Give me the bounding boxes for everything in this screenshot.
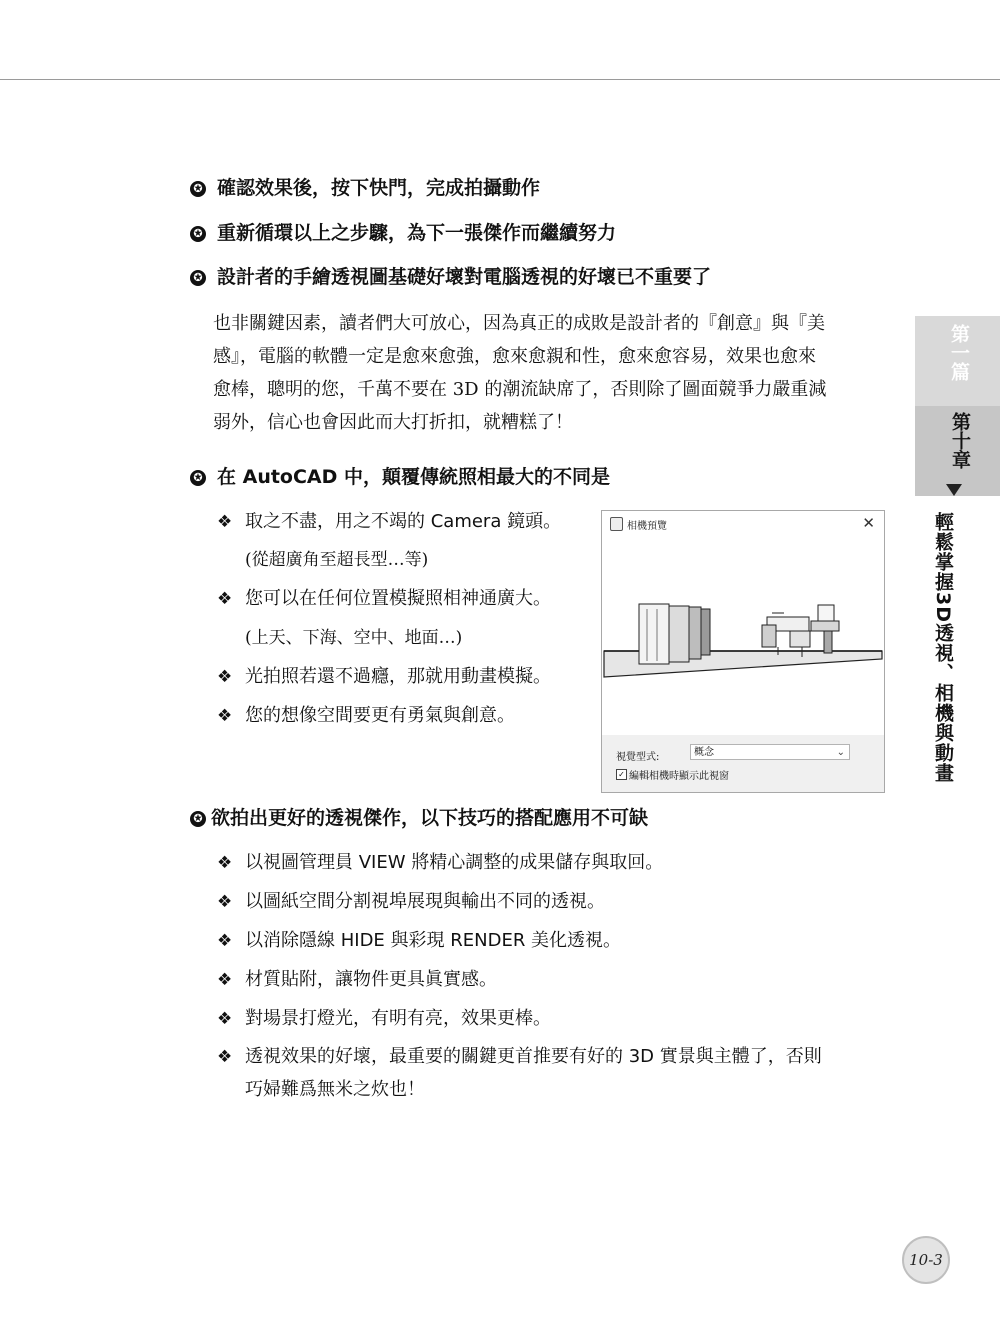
camera-preview-dialog: [601, 510, 885, 793]
diamond-bullet-icon: ❖: [217, 853, 233, 873]
dialog-options: [602, 735, 884, 792]
diamond-bullet-icon: ❖: [217, 667, 233, 687]
body-paragraph: 也非關鍵因素，讀者們大可放心，因為真正的成敗是設計者的『創意』與『美 感』，電腦的軟體一定是愈來愈強，愈來愈親和性，愈來愈容易，效果也愈來 愈棒，聰明的您，千萬不要在 3D 的潮流缺席了，否則除了圖面競爭力嚴重減 弱外，信心也會因此而大打折扣，就糟糕了！: [213, 313, 827, 433]
camera-app-icon: [610, 517, 623, 531]
heading-4: ✪ 在 AutoCAD 中，顛覆傳統照相最大的不同是: [190, 465, 610, 489]
visual-style-select[interactable]: 概念 ⌄: [690, 744, 850, 760]
page-number: 10-3: [902, 1236, 950, 1284]
star-circle-icon: ✪: [190, 181, 206, 197]
diamond-bullet-icon: ❖: [217, 1047, 233, 1067]
camera-viewport: [602, 539, 884, 735]
star-circle-icon: ✪: [190, 470, 206, 486]
scene-preview: [602, 539, 884, 735]
list-item-note: (從超廣角至超長型…等): [245, 550, 429, 570]
diamond-bullet-icon: ❖: [217, 706, 233, 726]
dialog-titlebar[interactable]: [602, 511, 884, 537]
visual-style-label: 視覺型式:: [616, 752, 660, 763]
triangle-down-icon: [946, 484, 962, 496]
diamond-bullet-icon: ❖: [217, 1009, 233, 1029]
heading-3: ✪ 設計者的手繪透視圖基礎好壞對電腦透視的好壞已不重要了: [190, 265, 711, 289]
diamond-bullet-icon: ❖: [217, 512, 233, 532]
diamond-bullet-icon: ❖: [217, 970, 233, 990]
header-rule: [0, 79, 1000, 80]
dialog-title: 相機預覽: [627, 521, 667, 532]
list-item: ❖ 取之不盡，用之不竭的 Camera 鏡頭。: [217, 511, 562, 532]
star-circle-icon: ✪: [190, 226, 206, 242]
list-item-note: (上天、下海、空中、地面…): [245, 628, 463, 648]
chapter-title: 輕鬆掌握3D透視、相機與動畫: [932, 512, 954, 783]
part-label: 第一篇: [948, 324, 970, 381]
diamond-bullet-icon: ❖: [217, 892, 233, 912]
star-circle-icon: ✪: [190, 270, 206, 286]
heading-5: ✪ 欲拍出更好的透視傑作，以下技巧的搭配應用不可缺: [190, 806, 648, 830]
star-circle-icon: ✪: [190, 811, 206, 827]
diamond-bullet-icon: ❖: [217, 589, 233, 609]
heading-1: ✪ 確認效果後，按下快門，完成拍攝動作: [190, 176, 540, 200]
list-item: ❖ 光拍照若還不過癮，那就用動畫模擬。: [217, 666, 551, 687]
list-item: ❖ 透視效果的好壞，最重要的關鍵更首推要有好的 3D 實景與主體了，否則: [217, 1046, 822, 1067]
chapter-label: 第十章: [949, 412, 971, 469]
list-item: ❖ 您可以在任何位置模擬照相神通廣大。: [217, 588, 551, 609]
list-item: ❖ 材質貼附，讓物件更具眞實感。: [217, 969, 497, 990]
list-item: ❖ 以圖紙空間分割視埠展現與輸出不同的透視。: [217, 891, 605, 912]
chapter-tab: [915, 406, 1000, 496]
close-icon[interactable]: ✕: [862, 514, 875, 532]
chevron-down-icon: ⌄: [836, 747, 845, 758]
show-window-label: 編輯相機時顯示此視窗: [629, 771, 729, 782]
list-item: ❖ 以消除隱線 HIDE 與彩現 RENDER 美化透視。: [217, 930, 622, 951]
list-item: ❖ 以視圖管理員 VIEW 將精心調整的成果儲存與取回。: [217, 852, 664, 873]
list-item: ❖ 對場景打燈光，有明有亮，效果更棒。: [217, 1008, 551, 1029]
list-item: ❖ 您的想像空間要更有勇氣與創意。: [217, 705, 515, 726]
diamond-bullet-icon: ❖: [217, 931, 233, 951]
part-tab: [915, 316, 1000, 406]
heading-2: ✪ 重新循環以上之步驟，為下一張傑作而繼續努力: [190, 221, 616, 245]
show-window-checkbox[interactable]: ✓: [616, 769, 627, 780]
list-item-continuation: 巧婦難爲無米之炊也！: [245, 1079, 425, 1100]
